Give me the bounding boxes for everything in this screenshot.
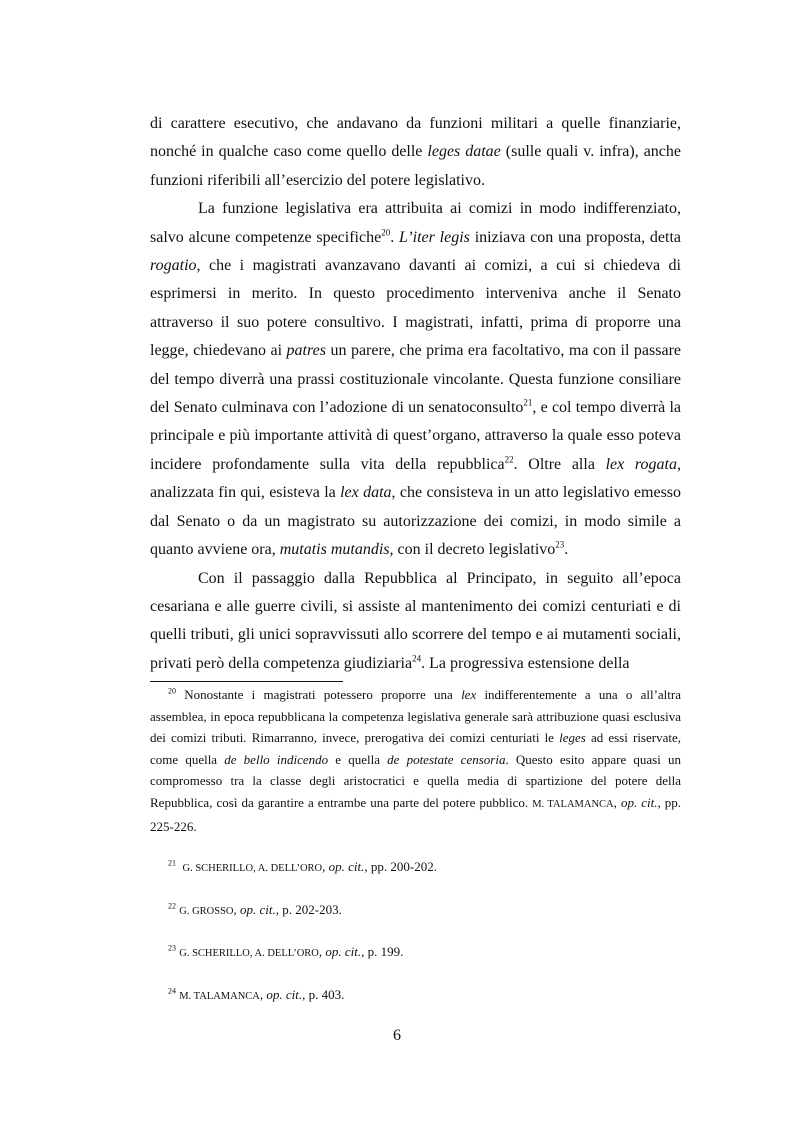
text: , [322, 859, 329, 875]
text: che i magistrati avanzavano davanti ai comizi, a cui si chiedeva di esprimersi in merito. In questo procedimento interveniva anche il Senato attraverso il suo potere consultivo. I magistrati, infatti, prima di proporre una legge, chiedevano ai [150, 257, 681, 360]
italic-term: leges datae [427, 143, 501, 161]
text: . Questo esito appare quasi un compromesso tra la classe degli aristocratici e quella media di spartizione del potere della Repubblica, così da garantire a entrambe una parte del potere pubblico. [150, 751, 681, 810]
text: , [233, 901, 241, 917]
text: p. 403. [305, 986, 345, 1002]
text: iniziava con una proposta, detta [469, 228, 681, 246]
text: , pp. 225-226. [150, 794, 682, 834]
italic-term: op. cit., [266, 986, 306, 1002]
italic-term: lex [461, 687, 477, 702]
footnote-separator [150, 681, 343, 682]
text: , [259, 986, 267, 1002]
citation-author: M. TALAMANCA [532, 798, 614, 810]
text: ad essi riservate, come quella [150, 730, 681, 767]
text: e quella [328, 751, 388, 767]
footnote-number: 20 [168, 686, 176, 696]
italic-term: leges [559, 730, 586, 746]
footnote-number: 23 [168, 944, 176, 954]
citation-author: G. GROSSO [179, 905, 234, 917]
body-text [150, 110, 681, 678]
italic-term: op. cit. [328, 859, 365, 875]
italic-term: lex rogata [605, 455, 677, 473]
citation-author: G. SCHERILLO, A. DELL’ORO [179, 948, 319, 960]
citation-author: G. SCHERILLO, A. DELL’ORO [182, 863, 323, 875]
text: di carattere esecutivo, che andavano da funzioni militari a quelle finanziarie, nonché in qualche caso come quello delle [150, 115, 681, 161]
text: . Oltre alla [513, 455, 606, 473]
text: , [613, 794, 621, 810]
text: indifferentemente a una o all’altra assemblea, in epoca repubblicana la competenza legislativa generale sarà attribuzione quasi esclusiva dei comizi tributi. Rimarranno, invece, prerogativa dei comizi centuriati le [150, 687, 681, 746]
footnote-24 [150, 984, 681, 1008]
paragraph-3 [150, 565, 681, 679]
paragraph-1 [150, 110, 681, 195]
text: , e col tempo diverrà la principale e più importante attività di quest’organo, attraverso la quale esso poteva incidere profondamente sulla vita della repubblica [150, 399, 681, 473]
italic-term: L’iter legis [399, 228, 470, 246]
text: Con il passaggio dalla Repubblica al Principato, in seguito all’epoca cesariana e alle guerre civili, si assiste al mantenimento dei comizi centuriati e di quelli tributi, gli unici sopravvissuti allo scorrere del tempo e ai mutamenti sociali, privati però della competenza giudiziaria [150, 569, 681, 672]
text: un parere, che prima era facoltativo, ma con il passare del tempo diverrà una prassi costituzionale vincolante. Questa funzione consiliare del Senato culminava con l’adozione di un senatoconsulto [150, 342, 681, 417]
text: La funzione legislativa era attribuita ai comizi in modo indifferenziato, salvo alcune competenze specifiche [150, 200, 681, 246]
text: , p. 199. [361, 944, 404, 960]
footnote-ref-24[interactable]: 24 [412, 653, 422, 664]
footnotes [150, 684, 681, 1008]
text: , analizzata fin qui, esisteva la [150, 455, 681, 502]
text: , [318, 944, 326, 960]
footnote-22 [150, 899, 681, 923]
text: Nonostante i magistrati potessero proporre una [176, 687, 462, 702]
italic-term: op. cit. [325, 944, 362, 960]
text: . La progressiva estensione della [421, 654, 630, 672]
text: . [564, 541, 569, 559]
footnote-23 [150, 941, 681, 965]
footnote-number: 21 [168, 858, 176, 868]
italic-term: op. cit. [240, 901, 276, 917]
footnote-number: 22 [168, 901, 176, 911]
italic-term: de bello indicendo [224, 751, 329, 767]
paragraph-2 [150, 195, 681, 564]
italic-term: de potestate censoria [387, 751, 506, 767]
footnote-ref-23[interactable]: 23 [555, 539, 565, 550]
text: , pp. 200-202. [364, 859, 437, 875]
footnote-ref-22[interactable]: 22 [504, 454, 514, 465]
footnote-21 [150, 856, 681, 880]
text: , p. 202-203. [275, 901, 342, 917]
italic-term: rogatio, [150, 257, 201, 275]
text: . [390, 228, 400, 246]
text: , che consisteva in un atto legislativo emesso dal Senato o da un magistrato su autorizzazione dei comizi, in modo simile a quanto avviene ora, [150, 484, 682, 559]
page-number: 6 [393, 1027, 401, 1044]
footnote-number: 24 [168, 986, 176, 996]
text: con il decreto legislativo [393, 541, 556, 559]
citation-author: M. TALAMANCA [179, 990, 260, 1002]
italic-term: lex data [340, 484, 392, 502]
italic-term: patres [286, 342, 326, 360]
footnote-ref-20[interactable]: 20 [381, 227, 391, 238]
italic-term: op. cit. [620, 794, 658, 810]
italic-term: mutatis mutandis, [279, 541, 394, 559]
footnote-20 [150, 684, 681, 837]
footnote-ref-21[interactable]: 21 [523, 397, 533, 408]
text: (sulle quali v. infra), anche funzioni riferibili all’esercizio del potere legislativo. [150, 143, 682, 189]
